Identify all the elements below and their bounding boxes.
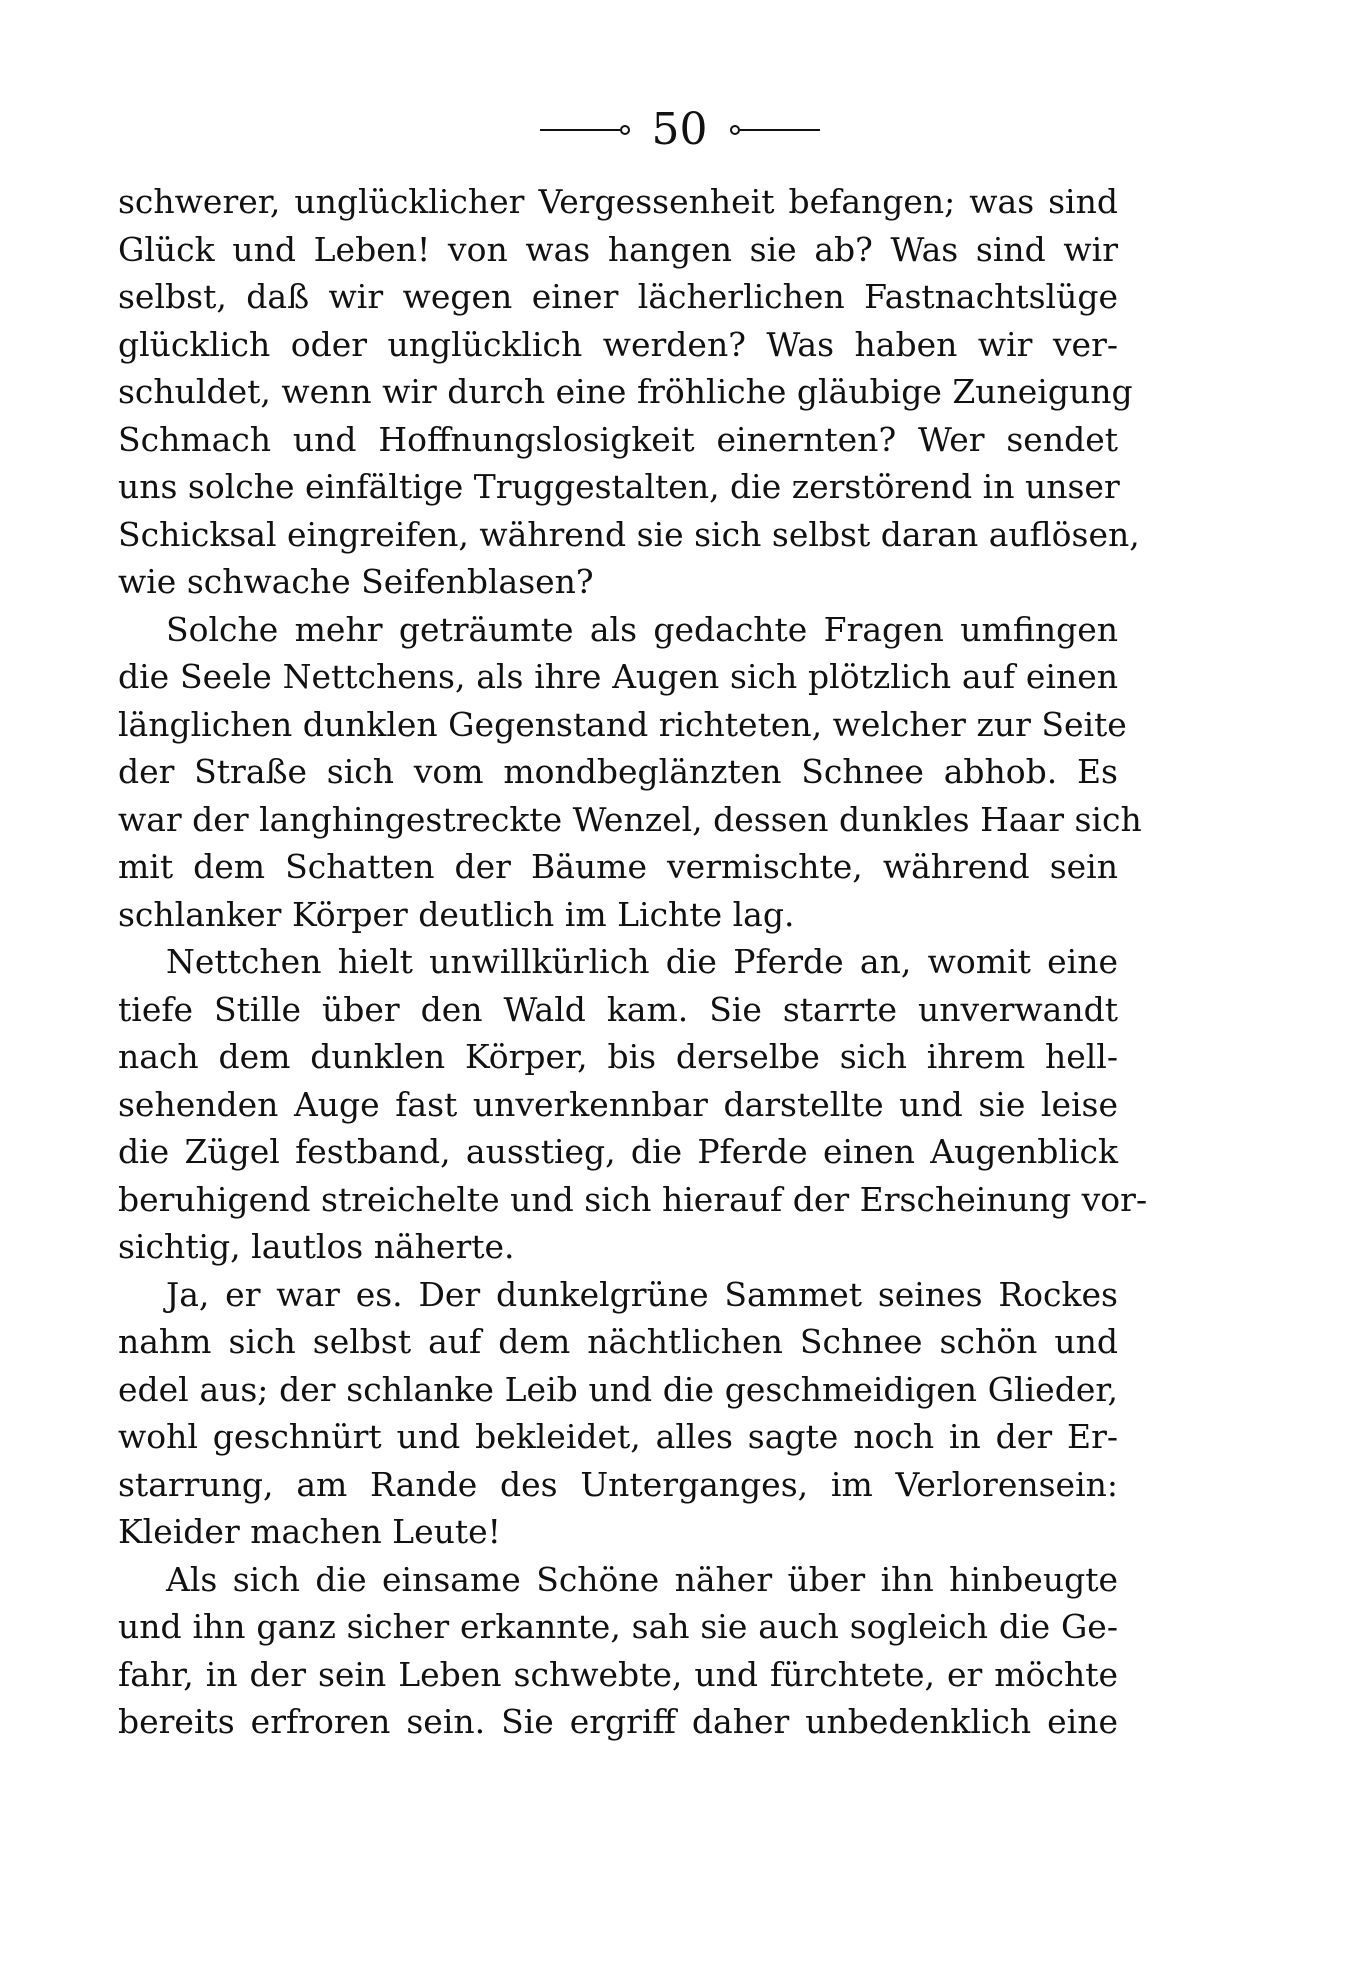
text-line: Kleider machen Leute! [118,1512,501,1551]
paragraph [118,606,1142,939]
text-line: tiefe Stille über den Wald kam. Sie starrte unverwandt [118,989,1118,1029]
text-line: sichtig, lautlos näherte. [118,1227,515,1266]
text-line: uns solche einfältige Truggestalten, die zerstörend in unser [118,467,1120,506]
text-line: sehenden Auge fast unverkennbar darstellte und sie leise [118,1084,1118,1124]
left-ornament [540,125,630,135]
paragraph [118,938,1148,1271]
paragraph [118,1556,1118,1746]
text-line: Als sich die einsame Schöne näher über ihn hinbeugte [166,1559,1118,1599]
right-ornament [730,125,820,135]
text-line: wie schwache Seifenblasen? [118,562,594,601]
text-line: war der langhingestreckte Wenzel, dessen dunkles Haar sich [118,799,1142,839]
text-line: starrung, am Rande des Unterganges, im Verlorensein: [118,1464,1118,1504]
page-header [0,100,1359,160]
text-line: Ja, er war es. Der dunkelgrüne Sammet seines Rockes [166,1274,1118,1314]
text-body [118,178,1148,1746]
text-line: und ihn ganz sicher erkannte, sah sie auch sogleich die Ge- [118,1607,1118,1646]
text-line: Glück und Leben! von was hangen sie ab? Was sind wir [118,229,1118,269]
text-line: Nettchen hielt unwillkürlich die Pferde an, womit eine [166,942,1118,981]
text-line: Solche mehr geträumte als gedachte Fragen umfingen [166,609,1118,649]
text-line: fahr, in der sein Leben schwebte, und fürchtete, er möchte [118,1654,1118,1694]
text-line: Schmach und Hoffnungslosigkeit einernten? Wer sendet [118,419,1118,459]
text-line: schuldet, wenn wir durch eine fröhliche gläubige Zuneigung [118,372,1133,411]
text-line: nahm sich selbst auf dem nächtlichen Schnee schön und [118,1322,1118,1361]
page-number: 50 [651,104,708,155]
text-line: die Seele Nettchens, als ihre Augen sich plötzlich auf einen [118,657,1118,696]
paragraph [118,178,1140,606]
text-line: glücklich oder unglücklich werden? Was haben wir ver- [118,324,1118,364]
text-line: länglichen dunklen Gegenstand richteten, welcher zur Seite [118,704,1127,744]
text-line: schlanker Körper deutlich im Lichte lag. [118,894,795,934]
text-line: edel aus; der schlanke Leib und die geschmeidigen Glieder, [118,1369,1118,1409]
text-line: wohl geschnürt und bekleidet, alles sagte noch in der Er- [118,1417,1118,1456]
text-line: selbst, daß wir wegen einer lächerlichen Fastnachtslüge [118,277,1118,316]
text-line: bereits erfroren sein. Sie ergriff daher unbedenklich eine [118,1702,1118,1741]
text-line: nach dem dunklen Körper, bis derselbe sich ihrem hell- [118,1037,1118,1076]
text-line: die Zügel festband, ausstieg, die Pferde einen Augenblick [118,1132,1118,1171]
text-line: schwerer, unglücklicher Vergessenheit befangen; was sind [118,182,1118,221]
text-line: mit dem Schatten der Bäume vermischte, während sein [118,847,1118,886]
text-line: beruhigend streichelte und sich hierauf der Erscheinung vor- [118,1179,1148,1219]
paragraph [118,1271,1118,1556]
text-line: Schicksal eingreifen, während sie sich selbst daran auflösen, [118,514,1140,554]
text-line: der Straße sich vom mondbeglänzten Schnee abhob. Es [118,752,1118,791]
